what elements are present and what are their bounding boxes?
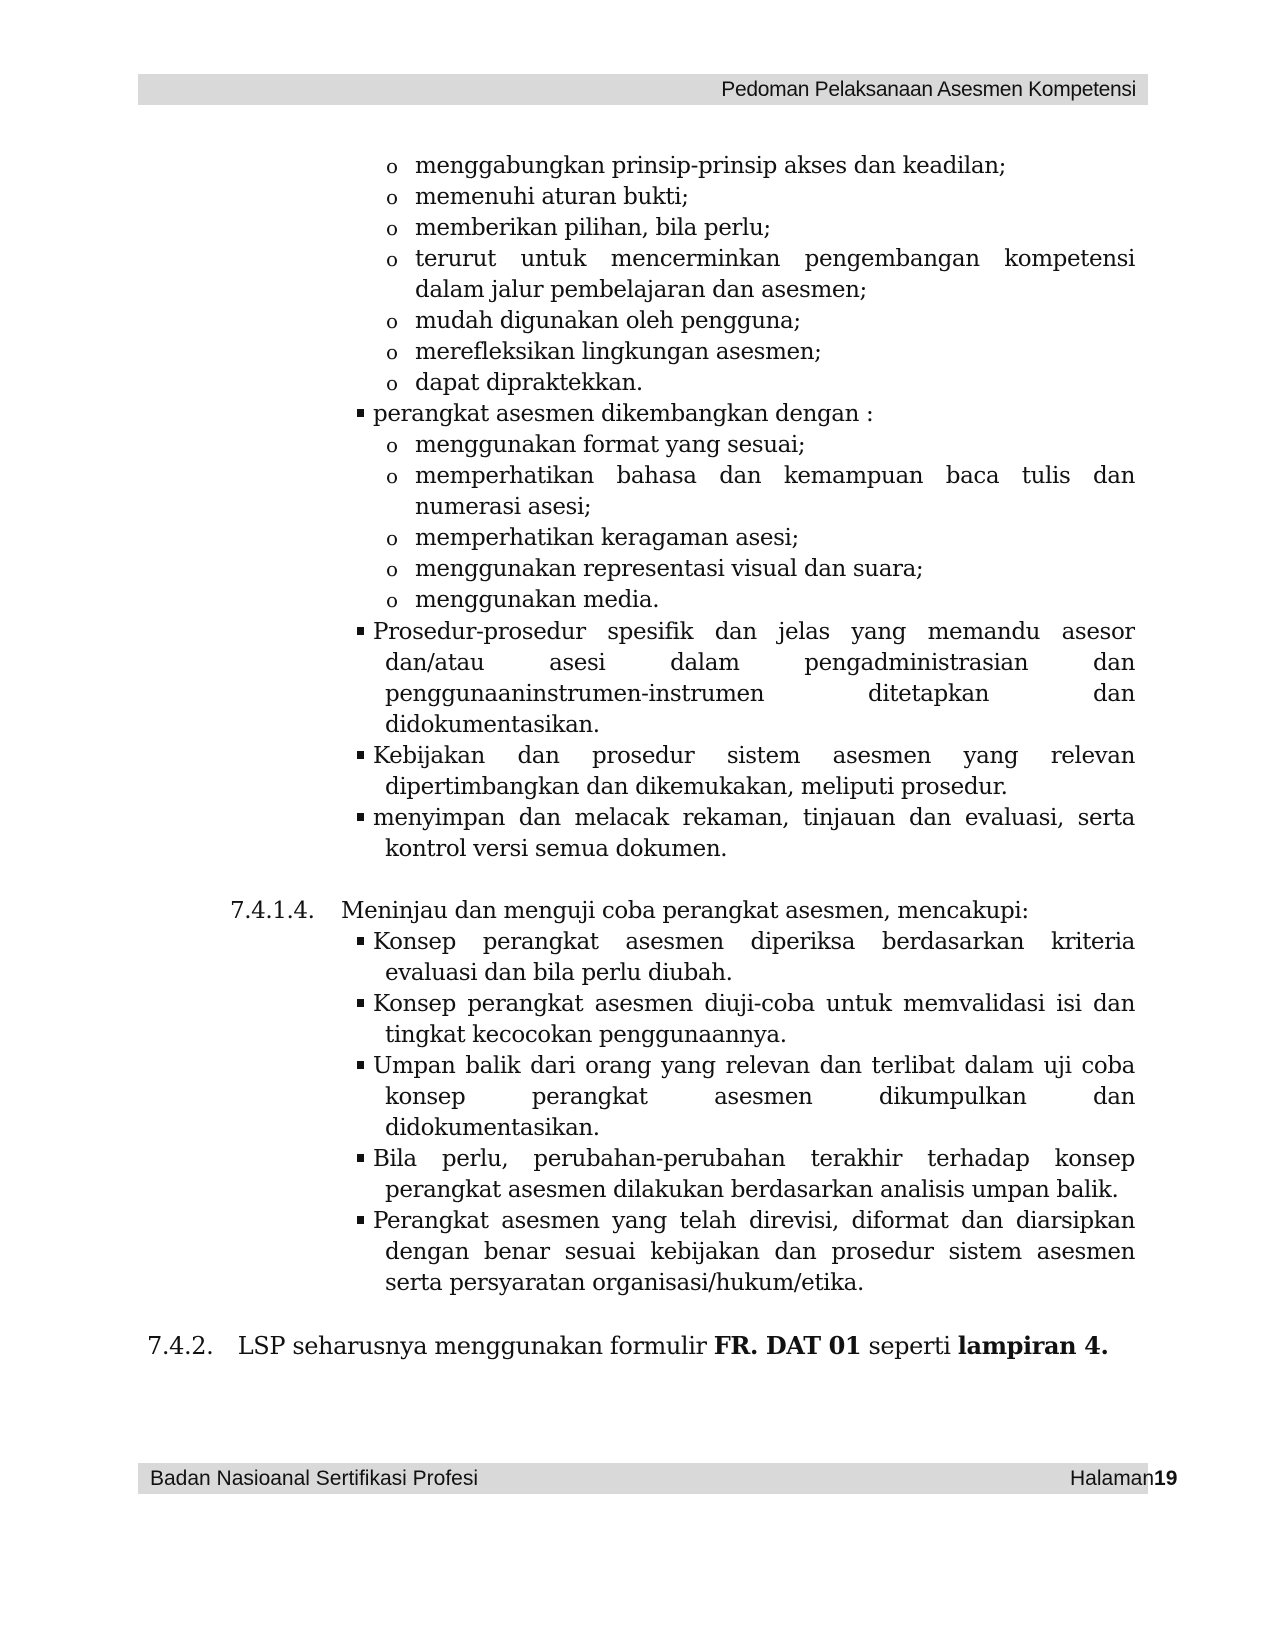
bullet-item-continuation: tingkat kecocokan penggunaannya. bbox=[385, 1022, 787, 1048]
bullet-item: Prosedur-prosedur spesifik dan jelas yang memandu asesor bbox=[373, 619, 1135, 645]
square-bullet-icon bbox=[357, 627, 364, 635]
list-item: menggunakan media. bbox=[415, 587, 660, 613]
circle-bullet-icon: o bbox=[386, 154, 399, 178]
section-742 bbox=[147, 1330, 1108, 1361]
square-bullet-icon bbox=[357, 999, 364, 1007]
bullet-item-continuation: serta persyaratan organisasi/hukum/etika. bbox=[385, 1270, 864, 1296]
list-item: memperhatikan bahasa dan kemampuan baca tulis dan bbox=[415, 463, 1135, 489]
circle-bullet-icon: o bbox=[386, 526, 399, 550]
footer-org: Badan Nasioanal Sertifikasi Profesi bbox=[150, 1467, 479, 1490]
bullet-item: Perangkat asesmen yang telah direvisi, diformat dan diarsipkan bbox=[373, 1208, 1135, 1234]
list-item-continuation: dalam jalur pembelajaran dan asesmen; bbox=[415, 277, 867, 303]
page-number: 19 bbox=[1154, 1467, 1178, 1490]
bullet-item-continuation: dan/atau asesi dalam pengadministrasian dan bbox=[385, 650, 1135, 676]
page-number-label bbox=[1070, 1463, 1177, 1494]
circle-bullet-icon: o bbox=[386, 185, 399, 209]
bullet-item-continuation: didokumentasikan. bbox=[385, 712, 600, 738]
square-bullet-icon bbox=[357, 813, 364, 821]
square-bullet-icon bbox=[357, 1216, 364, 1224]
bullet-item: menyimpan dan melacak rekaman, tinjauan dan evaluasi, serta bbox=[373, 805, 1135, 831]
list-item: terurut untuk mencerminkan pengembangan kompetensi bbox=[415, 246, 1135, 272]
header-title: Pedoman Pelaksanaan Asesmen Kompetensi bbox=[721, 78, 1136, 101]
bullet-item: perangkat asesmen dikembangkan dengan : bbox=[373, 401, 874, 427]
circle-bullet-icon: o bbox=[386, 340, 399, 364]
list-item-continuation: numerasi asesi; bbox=[415, 494, 592, 520]
bullet-item-continuation: penggunaaninstrumen-instrumen ditetapkan dan bbox=[385, 681, 1135, 707]
list-item: menggunakan representasi visual dan suara; bbox=[415, 556, 924, 582]
circle-bullet-icon: o bbox=[386, 371, 399, 395]
circle-bullet-icon: o bbox=[386, 464, 399, 488]
bullet-item-continuation: dengan benar sesuai kebijakan dan prosedur sistem asesmen bbox=[385, 1239, 1135, 1265]
bullet-item-continuation: konsep perangkat asesmen dikumpulkan dan bbox=[385, 1084, 1135, 1110]
list-item: menggunakan format yang sesuai; bbox=[415, 432, 806, 458]
circle-bullet-icon: o bbox=[386, 216, 399, 240]
page-label: Halaman bbox=[1070, 1467, 1155, 1490]
page-footer bbox=[138, 1463, 1178, 1494]
section-text: seperti bbox=[861, 1332, 958, 1360]
circle-bullet-icon: o bbox=[386, 557, 399, 581]
list-item: menggabungkan prinsip-prinsip akses dan keadilan; bbox=[415, 153, 1006, 179]
section-text: LSP seharusnya menggunakan formulir bbox=[237, 1332, 714, 1360]
square-bullet-icon bbox=[357, 409, 364, 417]
square-bullet-icon bbox=[357, 1154, 364, 1162]
section-title: Meninjau dan menguji coba perangkat asesmen, mencakupi: bbox=[341, 898, 1029, 924]
bullet-item: Konsep perangkat asesmen diuji-coba untuk memvalidasi isi dan bbox=[373, 991, 1135, 1017]
bullet-item-continuation: kontrol versi semua dokumen. bbox=[385, 836, 728, 862]
list-item: dapat dipraktekkan. bbox=[415, 370, 643, 396]
list-item: memperhatikan keragaman asesi; bbox=[415, 525, 799, 551]
page-header bbox=[138, 74, 1148, 105]
list-item: memenuhi aturan bukti; bbox=[415, 184, 689, 210]
bullet-item-continuation: didokumentasikan. bbox=[385, 1115, 600, 1141]
bullet-item: Konsep perangkat asesmen diperiksa berdasarkan kriteria bbox=[373, 929, 1135, 955]
bullet-item: Bila perlu, perubahan-perubahan terakhir terhadap konsep bbox=[373, 1146, 1135, 1172]
bullet-item: Umpan balik dari orang yang relevan dan terlibat dalam uji coba bbox=[373, 1053, 1135, 1079]
square-bullet-icon bbox=[357, 1061, 364, 1069]
circle-bullet-icon: o bbox=[386, 309, 399, 333]
bullet-item-continuation: dipertimbangkan dan dikemukakan, meliputi prosedur. bbox=[385, 774, 1008, 800]
square-bullet-icon bbox=[357, 751, 364, 759]
form-reference: FR. DAT 01 bbox=[713, 1331, 862, 1360]
section-number: 7.4.2. bbox=[147, 1332, 214, 1360]
appendix-reference: lampiran 4. bbox=[957, 1331, 1109, 1360]
list-item: memberikan pilihan, bila perlu; bbox=[415, 215, 771, 241]
circle-bullet-icon: o bbox=[386, 433, 399, 457]
circle-bullet-icon: o bbox=[386, 588, 399, 612]
square-bullet-icon bbox=[357, 937, 364, 945]
list-item: mudah digunakan oleh pengguna; bbox=[415, 308, 801, 334]
bullet-item: Kebijakan dan prosedur sistem asesmen yang relevan bbox=[373, 743, 1135, 769]
list-item: merefleksikan lingkungan asesmen; bbox=[415, 339, 822, 365]
circle-bullet-icon: o bbox=[386, 247, 399, 271]
bullet-item-continuation: evaluasi dan bila perlu diubah. bbox=[385, 960, 733, 986]
section-number: 7.4.1.4. bbox=[230, 898, 315, 924]
bullet-item-continuation: perangkat asesmen dilakukan berdasarkan analisis umpan balik. bbox=[385, 1177, 1119, 1203]
